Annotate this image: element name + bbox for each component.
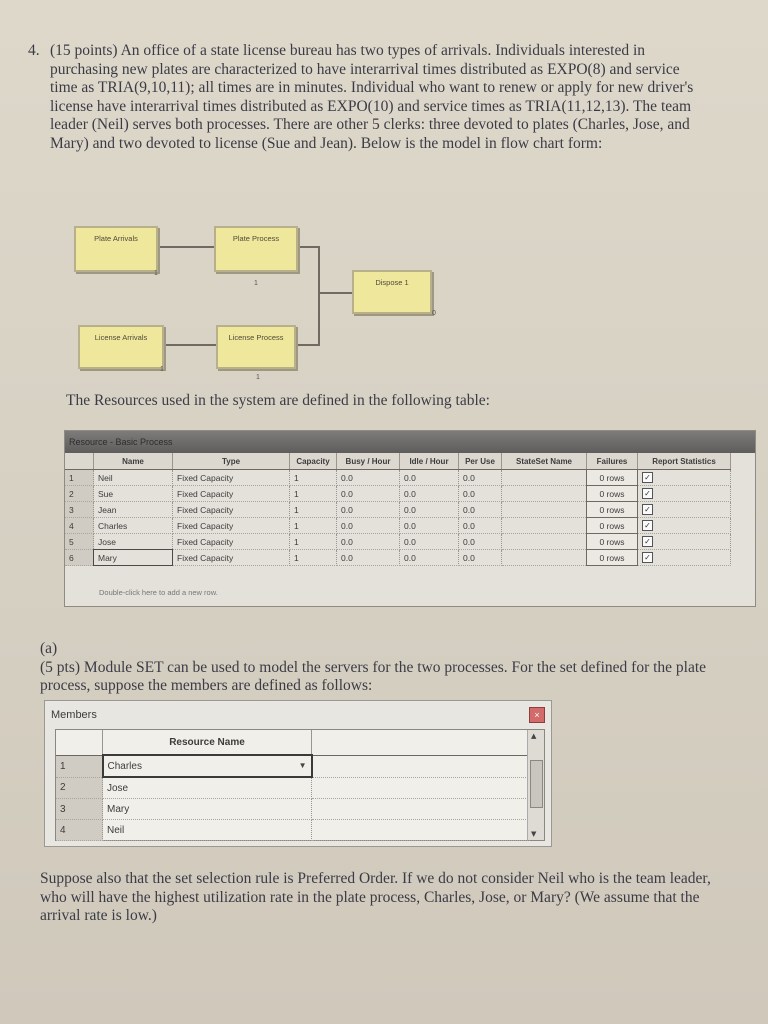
module-dispose[interactable]: Dispose 1 [352,270,432,314]
members-row[interactable] [56,820,530,841]
question-intro-text: (15 points) An office of a state license bureau has two types of arrivals. Individuals interested in purchasing new plates are characterized to have interarrival times distributed as EXPO(8) and service time as TRIA(9,10,11); all times are in minutes. Individual who want to renew or apply for new driver's license have interarrival times distributed as EXPO(10) and service times as TRIA(11,12,13). The team leader (Neil) serves both processes. There are other 5 clerks: three devoted to plates (Charles, Jose, and Mary) and two devoted to license (Sue and Jean). Below is the model in flow chart form: [50,42,694,152]
row-index: 1 [65,470,94,486]
members-spacer-cell [312,755,531,777]
members-resource-name-text: Jose [107,782,129,794]
resource-idle-hour[interactable]: 0.0 [400,486,459,502]
resource-capacity[interactable]: 1 [290,470,337,486]
resource-busy-hour[interactable]: 0.0 [337,470,400,486]
resources-caption: The Resources used in the system are defined in the following table: [66,392,490,409]
header-report-statistics[interactable]: Report Statistics [638,453,731,470]
connector-line [318,246,320,346]
members-scrollbar[interactable] [527,730,544,840]
report-statistics-checkbox[interactable] [638,550,731,566]
question-number: 4. [28,42,40,59]
add-row-hint[interactable]: Double-click here to add a new row. [99,588,218,597]
members-row[interactable] [56,777,530,799]
connector-line [296,246,318,248]
resource-name[interactable]: Mary [94,550,173,566]
resource-name[interactable]: Charles [94,518,173,534]
resource-name[interactable]: Neil [94,470,173,486]
resource-grid [65,453,731,566]
header-failures[interactable]: Failures [587,453,638,470]
row-index: 3 [65,502,94,518]
resource-type[interactable]: Fixed Capacity [173,518,290,534]
resource-name[interactable]: Jose [94,534,173,550]
flowchart [0,0,768,400]
members-row-index: 3 [56,799,103,820]
resource-row[interactable] [65,486,731,502]
resource-name[interactable]: Jean [94,502,173,518]
members-row-index: 2 [56,777,103,799]
resource-idle-hour[interactable]: 0.0 [400,518,459,534]
resource-failures[interactable]: 0 rows [587,518,638,534]
resource-stateset-name[interactable] [502,518,587,534]
resource-type[interactable]: Fixed Capacity [173,534,290,550]
resource-stateset-name[interactable] [502,486,587,502]
row-index: 5 [65,534,94,550]
resource-failures[interactable]: 0 rows [587,486,638,502]
resource-capacity[interactable]: 1 [290,534,337,550]
report-statistics-checkbox[interactable] [638,486,731,502]
scroll-thumb[interactable] [530,760,543,808]
scroll-down-icon[interactable]: ▼ [531,830,537,838]
checkbox-checked-icon[interactable]: ✓ [642,552,653,563]
members-header-index [56,730,103,755]
members-grid [56,730,530,841]
connector-line [158,246,216,248]
connector-line [162,344,218,346]
module-license-arrivals[interactable]: License Arrivals [78,325,164,369]
report-statistics-checkbox[interactable] [638,534,731,550]
resource-header-row [65,453,731,470]
resource-idle-hour[interactable]: 0.0 [400,470,459,486]
resource-table-titlebar [65,431,755,453]
members-resource-name[interactable] [103,820,312,841]
resource-per-use[interactable]: 0.0 [459,470,502,486]
resource-capacity[interactable]: 1 [290,518,337,534]
module-counter: 1 [254,280,258,287]
header-name[interactable]: Name [94,453,173,470]
resource-per-use[interactable]: 0.0 [459,502,502,518]
checkbox-checked-icon[interactable]: ✓ [642,488,653,499]
resource-per-use[interactable]: 0.0 [459,486,502,502]
resource-name[interactable]: Sue [94,486,173,502]
part-a-label: (a) [40,640,58,657]
resource-busy-hour[interactable]: 0.0 [337,502,400,518]
members-spacer-cell [312,820,531,841]
resource-busy-hour[interactable]: 0.0 [337,486,400,502]
resource-stateset-name[interactable] [502,550,587,566]
members-resource-name[interactable] [103,777,312,799]
resource-capacity[interactable]: 1 [290,550,337,566]
members-row[interactable] [56,755,530,777]
resource-failures[interactable]: 0 rows [587,502,638,518]
report-statistics-checkbox[interactable] [638,502,731,518]
report-statistics-checkbox[interactable] [638,518,731,534]
resource-table [64,430,756,607]
members-header-row [56,730,530,755]
header-per-use[interactable]: Per Use [459,453,502,470]
resource-failures[interactable]: 0 rows [587,534,638,550]
resource-stateset-name[interactable] [502,502,587,518]
checkbox-checked-icon[interactable]: ✓ [642,520,653,531]
row-index: 2 [65,486,94,502]
resource-failures[interactable]: 0 rows [587,550,638,566]
module-counter: 0 [432,310,436,317]
members-resource-name-text: Mary [107,803,130,815]
resource-row[interactable] [65,534,731,550]
module-counter: 1 [160,366,164,373]
report-statistics-checkbox[interactable] [638,470,731,486]
question-tail: Suppose also that the set selection rule is Preferred Order. If we do not consider Neil who is the team leader, who will have the highest utilization rate in the plate process, Charles, Jose, or Mary? (We assume that the arrival rate is low.) [40,870,711,925]
connector-line [320,292,354,294]
module-counter: 1 [154,270,158,277]
row-index: 4 [65,518,94,534]
dropdown-arrow-icon[interactable]: ▼ [298,760,307,770]
part-a-text: (5 pts) Module SET can be used to model the servers for the two processes. For the set defined for the plate process, suppose the members are defined as follows: [40,658,707,695]
resource-row[interactable] [65,518,731,534]
members-row-index: 4 [56,820,103,841]
header-index [65,453,94,470]
resource-capacity[interactable]: 1 [290,502,337,518]
module-plate-arrivals[interactable]: Plate Arrivals [74,226,158,272]
close-icon[interactable]: × [529,707,545,723]
module-license-process[interactable]: License Process [216,325,296,369]
resource-busy-hour[interactable]: 0.0 [337,550,400,566]
resource-table-title: Resource - Basic Process [69,437,173,447]
scroll-up-icon[interactable]: ▲ [531,732,537,740]
resource-type[interactable]: Fixed Capacity [173,502,290,518]
module-counter: 1 [256,374,260,381]
members-row-index: 1 [56,755,103,777]
resource-capacity[interactable]: 1 [290,486,337,502]
members-header-spacer [312,730,531,755]
checkbox-checked-icon[interactable]: ✓ [642,536,653,547]
members-resource-name[interactable] [103,755,312,777]
resource-idle-hour[interactable]: 0.0 [400,534,459,550]
resource-type[interactable]: Fixed Capacity [173,550,290,566]
resource-type[interactable]: Fixed Capacity [173,486,290,502]
resource-type[interactable]: Fixed Capacity [173,470,290,486]
header-stateset-name[interactable]: StateSet Name [502,453,587,470]
resource-busy-hour[interactable]: 0.0 [337,534,400,550]
resource-idle-hour[interactable]: 0.0 [400,550,459,566]
members-title: Members [51,709,97,721]
resource-idle-hour[interactable]: 0.0 [400,502,459,518]
part-a [40,640,740,696]
resource-per-use[interactable]: 0.0 [459,534,502,550]
header-busy-hour[interactable]: Busy / Hour [337,453,400,470]
members-resource-name-text: Neil [107,824,125,836]
resource-row[interactable] [65,550,731,566]
row-index: 6 [65,550,94,566]
resource-per-use[interactable]: 0.0 [459,518,502,534]
module-plate-process[interactable]: Plate Process [214,226,298,272]
header-type[interactable]: Type [173,453,290,470]
resource-per-use[interactable]: 0.0 [459,550,502,566]
members-spacer-cell [312,777,531,799]
resource-stateset-name[interactable] [502,534,587,550]
resource-busy-hour[interactable]: 0.0 [337,518,400,534]
resource-stateset-name[interactable] [502,470,587,486]
members-row[interactable] [56,799,530,820]
resource-row[interactable] [65,470,731,486]
members-spacer-cell [312,799,531,820]
resource-row[interactable] [65,502,731,518]
header-capacity[interactable]: Capacity [290,453,337,470]
checkbox-checked-icon[interactable]: ✓ [642,504,653,515]
members-header-resource-name[interactable]: Resource Name [103,730,312,755]
members-dialog [44,700,552,847]
resource-failures[interactable]: 0 rows [587,470,638,486]
members-grid-frame [55,729,545,841]
members-resource-name[interactable] [103,799,312,820]
members-resource-name-text: Charles [107,760,142,772]
checkbox-checked-icon[interactable]: ✓ [642,472,653,483]
header-idle-hour[interactable]: Idle / Hour [400,453,459,470]
